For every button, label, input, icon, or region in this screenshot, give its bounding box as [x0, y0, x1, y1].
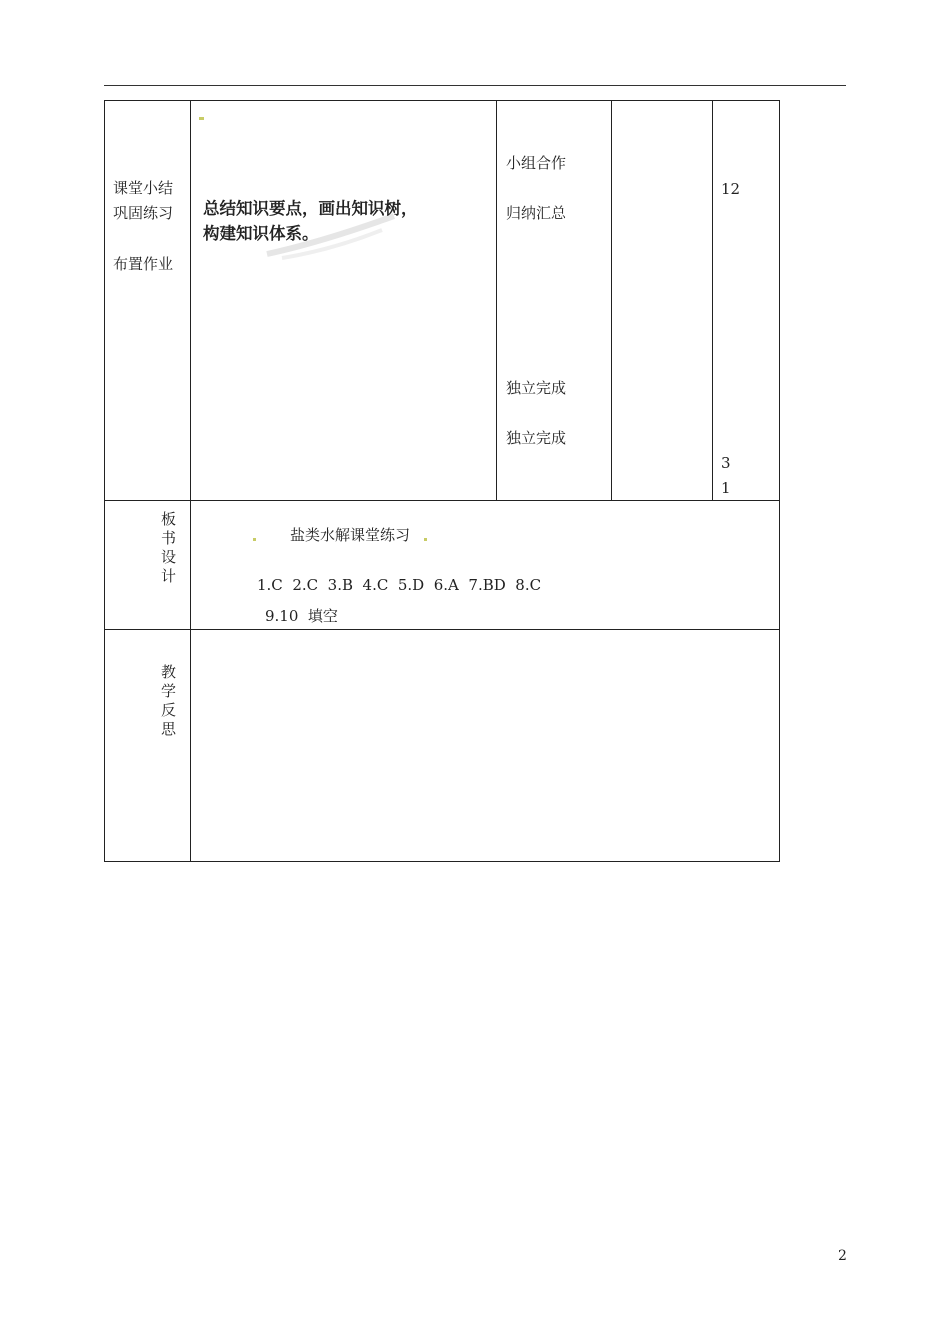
highlight-mark: [199, 117, 204, 120]
activity-summarize: 归纳汇总: [506, 204, 567, 222]
board-design-label: 板书设计: [161, 510, 177, 585]
summary-line-2: 构建知识体系。: [203, 224, 319, 243]
activity-group-work: 小组合作: [506, 154, 567, 172]
time-12: 12: [721, 180, 741, 198]
board-answers: 1.C 2.C 3.B 4.C 5.D 6.A 7.BD 8.C: [257, 576, 542, 594]
highlight-mark-3: [424, 538, 427, 541]
summary-line-1: 总结知识要点，画出知识树，: [203, 199, 418, 218]
board-title: 盐类水解课堂练习: [290, 526, 411, 544]
time-3: 3: [721, 454, 731, 472]
activity-independent-1: 独立完成: [506, 379, 567, 397]
row1-content-cell: [190, 100, 497, 501]
highlight-mark-2: [253, 538, 256, 541]
row3-label-cell: [104, 629, 191, 862]
row1-blank-cell: [611, 100, 713, 501]
activity-independent-2: 独立完成: [506, 429, 567, 447]
row1-time-cell: [712, 100, 780, 501]
header-rule: [104, 85, 846, 86]
row1-label-line-1: 课堂小结: [113, 179, 174, 197]
board-answers-2: 9.10 填空: [265, 607, 338, 625]
time-1: 1: [721, 479, 731, 497]
row1-label-line-3: 布置作业: [113, 255, 174, 273]
teaching-reflection-label: 教学反思: [161, 663, 177, 738]
row2-label-cell: [104, 500, 191, 630]
page-number: 2: [838, 1248, 847, 1264]
row1-label-line-2: 巩固练习: [113, 204, 174, 222]
row3-content-cell: [190, 629, 780, 862]
row1-label-cell: [104, 100, 191, 501]
